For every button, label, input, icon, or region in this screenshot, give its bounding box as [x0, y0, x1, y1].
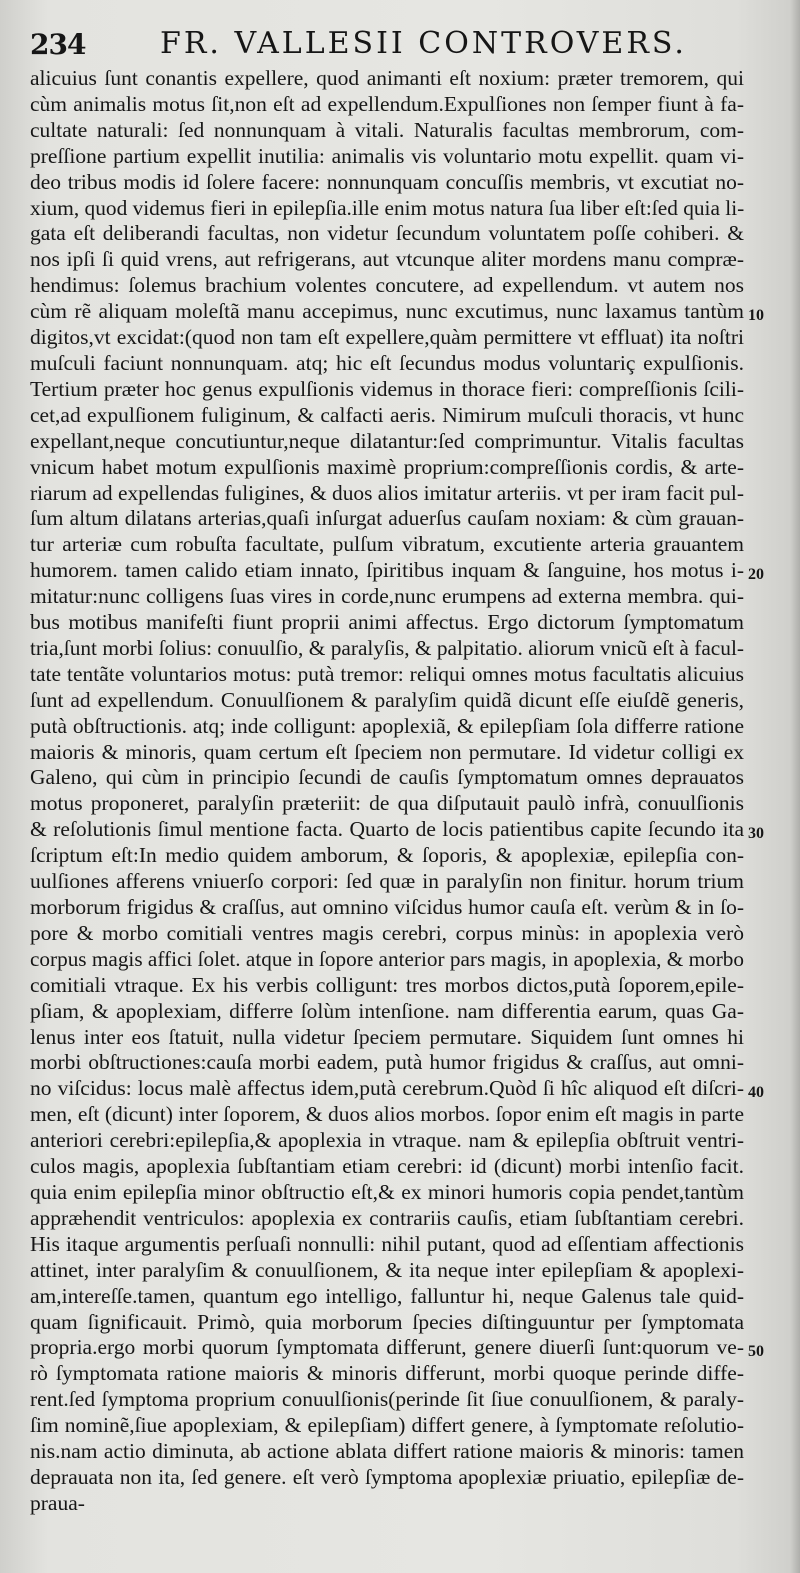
text-line: mitatur:nunc colligens ſuas vires in corde,nunc erumpens ad externa membra. qui- [30, 584, 744, 609]
text-line: motus proponeret, paralyſin præteriit: de qua diſputauit paulò infrà, conuulſionis [30, 791, 744, 816]
line-number-marker: 30 [748, 825, 764, 842]
text-line: digitos,vt excidat:(quod non tam eſt expellere,quàm permittere vt effluat) ita noſtri [30, 325, 744, 350]
text-line: ſum altum dilatans arterias,quaſi inſurgat aduerſus cauſam noxiam: & cùm grauan- [30, 506, 744, 531]
text-line: morborum frigidus & craſſus, aut omnino viſcidus humor cauſa eſt. verùm & in ſo- [30, 895, 744, 919]
text-line: appræhendit ventriculos: apoplexia ex contrariis cauſis, etiam ſubſtantiam cerebri. [30, 1205, 744, 1230]
text-line: ſcriptum eſt:In medio quidem amborum, & ſoporis, & apoplexiæ, epilepſia con- [30, 843, 744, 868]
page-header [30, 18, 760, 66]
text-line: gata eſt deliberandi facultas, non videtur ſecundum voluntatem poſſe cohiberi. & [30, 221, 744, 246]
text-line: rò ſymptomata ratione maioris & minoris differunt, morbi quoque perinde diffe- [30, 1361, 744, 1386]
text-line: corpus magis affici ſolet. atque in ſopore anterior pars magis, in apoplexia, & morbo [30, 946, 744, 971]
text-line: cultate naturali: ſed nonnunquam à vitali. Naturalis facultas membrorum, com- [30, 117, 744, 142]
text-line: humorem. tamen calido etiam innato, ſpiritibus inquam & ſanguine, hos motus i- [30, 558, 744, 583]
text-line: quam ſignificauit. Primò, quia morborum ſpecies diſtinguuntur per ſymptomata [30, 1309, 744, 1334]
text-line: attinet, inter paralyſim & conuulſionem, & ita neque inter epilepſiam & apoplexi- [30, 1257, 744, 1282]
text-line: maioris & minoris, quam certum eſt ſpeciem non permutare. Id videtur colligi ex [30, 739, 744, 764]
text-line: xium, quod videmus fieri in epilepſia.ille enim motus natura ſua liber eſt:ſed quia li- [30, 195, 745, 220]
text-line: Galeno, qui cùm in principio ſecundi de cauſis ſymptomatum omnes deprauatos [30, 765, 744, 790]
text-line: am,intereſſe.tamen, quantum ego intelligo, falluntur hi, neque Galenus tale quid- [30, 1283, 744, 1308]
text-line: quia enim epilepſia minor obſtructio eſt,& ex minori humoris copia pendet,tantùm [30, 1179, 744, 1204]
text-line: bus motibus manifeſti fiunt proprii animi affectus. Ergo dictorum ſymptomatum [30, 610, 744, 635]
text-line: lenus inter eos ſtatuit, nulla videtur ſpeciem permutare. Siquidem ſunt omnes hi [30, 1024, 744, 1049]
line-number-marker: 50 [748, 1343, 764, 1360]
text-line: His itaque argumentis perſuaſi nonnulli: nihil putant, quod ad eſſentiam affectionis [30, 1231, 744, 1256]
text-line: ſunt ad expellendum. Conuulſionem & paralyſim quidã dicunt eſſe eiuſdẽ generis, [30, 687, 744, 712]
text-line: morbi obſtructiones:cauſa morbi eadem, putà humor frigidus & craſſus, aut omni- [30, 1050, 744, 1075]
text-line: pore & morbo comitiali ventres magis cerebri, corpus minùs: in apoplexia verò [30, 920, 744, 945]
text-line: rent.ſed ſymptoma proprium conuulſionis(perinde ſit ſiue conuulſionem, & paraly- [30, 1387, 744, 1412]
text-line: alicuius ſunt conantis expellere, quod animanti eſt noxium: præter tremorem, qui [30, 66, 744, 90]
text-line: propria.ergo morbi quorum ſymptomata differunt, genere diuerſi ſunt:quorum ve- [30, 1335, 744, 1360]
text-line: comitiali vtraque. Ex his verbis colligunt: tres morbos dictos,putà ſoporem,epile- [30, 972, 744, 997]
text-line: hendimus: ſolemus brachium volentes concutere, ad expellendum. vt autem nos [30, 273, 744, 298]
text-line: & reſolutionis ſimul mentione facta. Quarto de locis patientibus capite ſecundo ita [30, 817, 744, 842]
text-line: ſim nominẽ,ſiue apoplexiam, & epilepſiam) differt genere, à ſymptomate reſolutio- [30, 1413, 744, 1438]
text-line: tria,ſunt morbi ſolius: conuulſio, & paralyſis, & palpitatio. aliorum vnicũ eſt à facul- [30, 635, 744, 660]
line-number-marker: 20 [748, 566, 764, 583]
text-line: anteriori cerebri:epilepſia,& apoplexia in vtraque. nam & epilepſia obſtruit ventri- [30, 1128, 744, 1153]
text-line: expellant,neque concutiuntur,neque dilatantur:ſed comprimuntur. Vitalis facultas [30, 428, 744, 453]
text-line: tate tentãte voluntarios motus: putà tremor: reliqui omnes motus facultatis alicuius [30, 661, 744, 686]
line-number-marker: 40 [748, 1084, 764, 1101]
line-number-marker: 10 [748, 307, 764, 324]
text-line: culos magis, apoplexia ſubſtantiam etiam cerebri: id (dicunt) morbi intenſio facit. [30, 1154, 744, 1179]
text-line: muſculi faciunt nonnunquam. atq; hic eſt ſecundus modus voluntariç expulſionis. [30, 350, 744, 375]
text-line: tur arteriæ cum robuſta facultate, pulſum vibratum, excutiente arteria grauantem [30, 532, 744, 557]
text-line: cùm animalis motus ſit,non eſt ad expellendum.Expulſiones non ſemper fiunt à fa- [30, 91, 744, 116]
text-line: putà obſtructionis. atq; inde colligunt: apoplexiã, & epilepſiam ſola differre ratione [30, 713, 744, 738]
running-head: FR. VALLESII CONTROVERS. [160, 26, 687, 61]
text-line: nos ipſi ſi quid vrens, aut refrigerans, aut vtcunque aliter mordens manu compræ- [30, 247, 744, 272]
text-line: nis.nam actio diminuta, ab actione ablata differt ratione maioris & minoris: tamen [30, 1439, 744, 1464]
text-line: vnicum habet motum expulſionis maximè proprium:compreſſionis cordis, & arte- [30, 454, 744, 479]
text-line: cet,ad expulſionem fuliginum, & calfacti aeris. Nimirum muſculi thoracis, vt hunc [30, 402, 744, 427]
text-line: deo tribus modis id ſolere facere: nonnunquam concuſſis membris, vt excutiat no- [30, 169, 744, 194]
text-line: pſiam, & apoplexiam, differre ſolùm intenſione. nam differentia earum, quas Ga- [30, 998, 744, 1023]
text-line: preſſione partium expellit inutilia: animalis vis voluntario motu expellit. quam vi- [30, 143, 744, 168]
text-line: uulſiones afferens vniuerſo corpori: ſed quæ in paralyſin non finitur. horum trium [30, 869, 744, 894]
text-line: deprauata non ita, ſed genere. eſt verò ſymptoma apoplexiæ priuatio, epilepſiæ de- [30, 1464, 744, 1489]
text-line: riarum ad expellendas fuligines, & duos alios imitatur arteriis. vt per iram facit pul- [30, 480, 744, 505]
text-line: praua- [30, 1490, 85, 1515]
text-line: no viſcidus: locus malè affectus idem,putà cerebrum.Quòd ſi hîc aliquod eſt diſcri- [30, 1076, 744, 1101]
catchword [30, 1517, 744, 1543]
body-text [30, 66, 744, 1543]
page-number: 234 [30, 28, 86, 61]
text-line: Tertium præter hoc genus expulſionis videmus in thorace fieri: compreſſionis ſcili- [30, 376, 744, 401]
text-line: men, eſt (dicunt) inter ſoporem, & duos alios morbos. ſopor enim eſt magis in parte [30, 1102, 744, 1127]
text-line: cùm rẽ aliquam moleſtã manu accepimus, nunc excutimus, nunc laxamus tantùm [30, 299, 744, 324]
